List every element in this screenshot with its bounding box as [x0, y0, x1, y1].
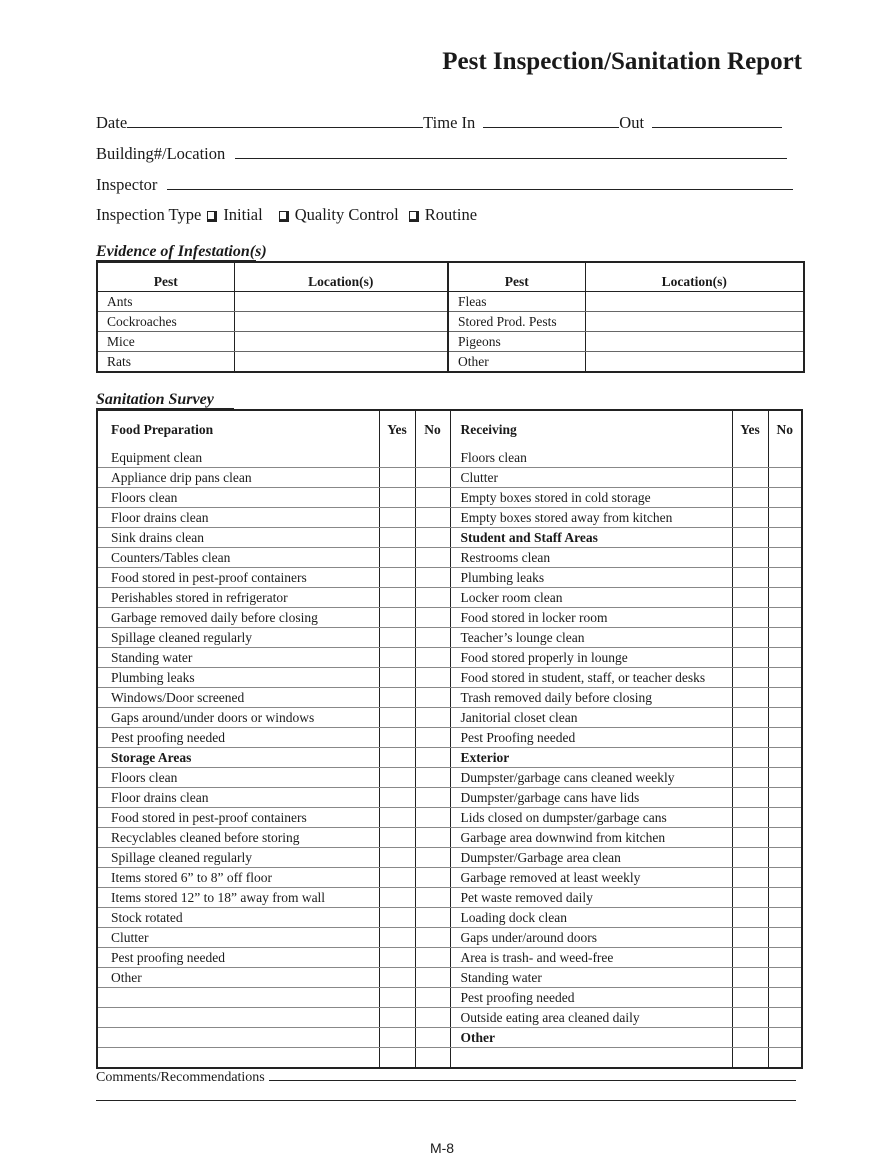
page-title: Pest Inspection/Sanitation Report — [442, 48, 802, 75]
yes-checkbox-cell[interactable] — [732, 808, 768, 828]
location-cell[interactable] — [585, 312, 804, 332]
evidence-header-row — [97, 262, 804, 292]
yes-checkbox-cell[interactable] — [732, 508, 768, 528]
survey-item: Food stored in pest-proof containers — [97, 808, 379, 828]
survey-item: Garbage area downwind from kitchen — [450, 828, 732, 848]
comments-label: Comments/Recommendations — [96, 1070, 265, 1085]
survey-subheader: Exterior — [450, 748, 732, 768]
yes-checkbox-cell[interactable] — [732, 728, 768, 748]
survey-section-title: Sanitation Survey — [96, 391, 214, 408]
survey-subheader: Other — [450, 1028, 732, 1048]
yes-checkbox-cell[interactable] — [379, 468, 415, 488]
survey-item: Standing water — [450, 968, 732, 988]
no-checkbox-cell[interactable] — [768, 528, 802, 548]
yes-checkbox-cell[interactable] — [732, 948, 768, 968]
location-cell[interactable] — [585, 292, 804, 312]
yes-checkbox-cell[interactable] — [732, 708, 768, 728]
survey-row — [97, 628, 802, 648]
no-checkbox-cell[interactable] — [768, 928, 802, 948]
survey-item: Empty boxes stored in cold storage — [450, 488, 732, 508]
yes-checkbox-cell[interactable] — [379, 528, 415, 548]
survey-row — [97, 568, 802, 588]
no-checkbox-cell[interactable] — [768, 628, 802, 648]
no-checkbox-cell[interactable] — [768, 848, 802, 868]
no-checkbox-cell[interactable] — [768, 468, 802, 488]
no-checkbox-cell[interactable] — [768, 1008, 802, 1028]
survey-row — [97, 708, 802, 728]
no-checkbox-cell[interactable] — [768, 828, 802, 848]
date-field[interactable] — [127, 127, 423, 128]
yes-checkbox-cell[interactable] — [732, 768, 768, 788]
survey-item: Empty boxes stored away from kitchen — [450, 508, 732, 528]
no-checkbox-cell[interactable] — [768, 608, 802, 628]
yes-header: Yes — [732, 410, 768, 439]
survey-row — [97, 608, 802, 628]
yes-checkbox-cell[interactable] — [379, 608, 415, 628]
no-checkbox-cell[interactable] — [768, 988, 802, 1008]
survey-item: Food stored in locker room — [450, 608, 732, 628]
no-checkbox-cell[interactable] — [768, 1028, 802, 1048]
no-header: No — [415, 410, 450, 439]
survey-item: Pest proofing needed — [450, 988, 732, 1008]
yes-checkbox-cell[interactable] — [379, 508, 415, 528]
no-checkbox-cell[interactable] — [768, 548, 802, 568]
evidence-row — [97, 292, 804, 312]
no-checkbox-cell[interactable] — [768, 948, 802, 968]
survey-item: Other — [97, 968, 379, 988]
survey-row — [97, 1028, 802, 1048]
survey-item: Plumbing leaks — [450, 568, 732, 588]
no-checkbox-cell[interactable] — [768, 868, 802, 888]
pest-name: Other — [448, 352, 585, 373]
survey-item: Sink drains clean — [97, 528, 379, 548]
survey-row — [97, 768, 802, 788]
survey-row — [97, 948, 802, 968]
no-checkbox-cell[interactable] — [768, 728, 802, 748]
no-checkbox-cell[interactable] — [415, 728, 450, 748]
yes-checkbox-cell[interactable] — [732, 788, 768, 808]
survey-item: Appliance drip pans clean — [97, 468, 379, 488]
survey-item: Garbage removed at least weekly — [450, 868, 732, 888]
yes-checkbox-cell[interactable] — [732, 608, 768, 628]
yes-checkbox-cell[interactable] — [379, 968, 415, 988]
survey-item — [97, 1008, 379, 1028]
date-time-row — [96, 111, 798, 133]
no-checkbox-cell[interactable] — [768, 668, 802, 688]
no-checkbox-cell[interactable] — [415, 968, 450, 988]
no-checkbox-cell[interactable] — [415, 748, 450, 768]
survey-row — [97, 908, 802, 928]
yes-checkbox-cell[interactable] — [379, 788, 415, 808]
yes-checkbox-cell[interactable] — [732, 648, 768, 668]
survey-item: Food stored in student, staff, or teacher desks — [450, 668, 732, 688]
no-checkbox-cell[interactable] — [415, 468, 450, 488]
yes-checkbox-cell[interactable] — [379, 1028, 415, 1048]
building-row — [96, 142, 798, 164]
survey-item: Dumpster/Garbage area clean — [450, 848, 732, 868]
yes-checkbox-cell[interactable] — [732, 439, 768, 468]
evidence-row — [97, 332, 804, 352]
yes-checkbox-cell[interactable] — [732, 748, 768, 768]
yes-checkbox-cell[interactable] — [379, 708, 415, 728]
survey-row — [97, 468, 802, 488]
no-checkbox-cell[interactable] — [415, 1008, 450, 1028]
survey-item: Gaps under/around doors — [450, 928, 732, 948]
survey-row — [97, 1008, 802, 1028]
yes-checkbox-cell[interactable] — [379, 668, 415, 688]
yes-checkbox-cell[interactable] — [379, 948, 415, 968]
survey-item: Floors clean — [97, 488, 379, 508]
yes-checkbox-cell[interactable] — [379, 488, 415, 508]
survey-item: Counters/Tables clean — [97, 548, 379, 568]
survey-item: Trash removed daily before closing — [450, 688, 732, 708]
survey-item: Locker room clean — [450, 588, 732, 608]
inspector-row — [96, 173, 798, 195]
survey-item: Items stored 6” to 8” off floor — [97, 868, 379, 888]
no-checkbox-cell[interactable] — [415, 708, 450, 728]
survey-item: Recyclables cleaned before storing — [97, 828, 379, 848]
yes-checkbox-cell[interactable] — [732, 848, 768, 868]
evidence-header-location: Location(s) — [585, 262, 804, 292]
survey-item: Floor drains clean — [97, 788, 379, 808]
receiving-header: Receiving — [450, 410, 732, 439]
pest-name: Pigeons — [448, 332, 585, 352]
inspection-type-label: Inspection Type — [96, 205, 202, 224]
yes-checkbox-cell[interactable] — [379, 628, 415, 648]
yes-checkbox-cell[interactable] — [379, 908, 415, 928]
yes-checkbox-cell[interactable] — [732, 488, 768, 508]
initial-option-label: Initial — [223, 205, 263, 224]
no-checkbox-cell[interactable] — [768, 888, 802, 908]
location-cell[interactable] — [234, 292, 448, 312]
location-cell[interactable] — [585, 332, 804, 352]
no-checkbox-cell[interactable] — [415, 688, 450, 708]
location-cell[interactable] — [585, 352, 804, 373]
yes-checkbox-cell[interactable] — [379, 1008, 415, 1028]
no-checkbox-cell[interactable] — [415, 588, 450, 608]
yes-checkbox-cell[interactable] — [732, 888, 768, 908]
no-checkbox-cell[interactable] — [415, 828, 450, 848]
yes-checkbox-cell[interactable] — [379, 748, 415, 768]
survey-row — [97, 688, 802, 708]
survey-item: Clutter — [450, 468, 732, 488]
survey-row — [97, 888, 802, 908]
no-checkbox-cell[interactable] — [415, 868, 450, 888]
survey-item — [97, 988, 379, 1008]
no-checkbox-cell[interactable] — [415, 668, 450, 688]
evidence-header-pest: Pest — [448, 262, 585, 292]
no-checkbox-cell[interactable] — [415, 788, 450, 808]
survey-body — [97, 439, 802, 1068]
yes-checkbox-cell[interactable] — [732, 528, 768, 548]
survey-item: Plumbing leaks — [97, 668, 379, 688]
yes-checkbox-cell[interactable] — [379, 928, 415, 948]
survey-row — [97, 988, 802, 1008]
survey-row — [97, 548, 802, 568]
no-checkbox-cell[interactable] — [768, 588, 802, 608]
yes-checkbox-cell[interactable] — [379, 868, 415, 888]
evidence-header-pest: Pest — [97, 262, 234, 292]
survey-item: Windows/Door screened — [97, 688, 379, 708]
yes-checkbox-cell[interactable] — [732, 968, 768, 988]
yes-checkbox-cell[interactable] — [732, 908, 768, 928]
no-checkbox-cell[interactable] — [415, 608, 450, 628]
yes-checkbox-cell[interactable] — [379, 648, 415, 668]
survey-row — [97, 868, 802, 888]
page-number: M-8 — [429, 1140, 455, 1156]
survey-item: Spillage cleaned regularly — [97, 848, 379, 868]
no-checkbox-cell[interactable] — [768, 968, 802, 988]
survey-item — [97, 1028, 379, 1048]
survey-item: Outside eating area cleaned daily — [450, 1008, 732, 1028]
survey-row — [97, 828, 802, 848]
time-in-field[interactable] — [483, 127, 619, 128]
initial-checkbox[interactable] — [207, 211, 217, 222]
survey-item: Perishables stored in refrigerator — [97, 588, 379, 608]
survey-item: Teacher’s lounge clean — [450, 628, 732, 648]
survey-row — [97, 808, 802, 828]
survey-item: Dumpster/garbage cans cleaned weekly — [450, 768, 732, 788]
survey-item: Stock rotated — [97, 908, 379, 928]
yes-checkbox-cell[interactable] — [732, 588, 768, 608]
location-cell[interactable] — [234, 332, 448, 352]
no-checkbox-cell[interactable] — [415, 508, 450, 528]
pest-name: Cockroaches — [97, 312, 234, 332]
no-checkbox-cell[interactable] — [415, 848, 450, 868]
survey-item: Floors clean — [450, 439, 732, 468]
yes-checkbox-cell[interactable] — [732, 868, 768, 888]
yes-checkbox-cell[interactable] — [732, 548, 768, 568]
survey-row — [97, 439, 802, 468]
yes-checkbox-cell[interactable] — [732, 628, 768, 648]
yes-checkbox-cell[interactable] — [379, 888, 415, 908]
evidence-row — [97, 312, 804, 332]
survey-item: Pest proofing needed — [97, 948, 379, 968]
yes-checkbox-cell[interactable] — [379, 728, 415, 748]
survey-row — [97, 508, 802, 528]
evidence-body — [97, 292, 804, 373]
no-checkbox-cell[interactable] — [415, 628, 450, 648]
survey-item: Pet waste removed daily — [450, 888, 732, 908]
survey-table — [96, 409, 803, 1069]
yes-checkbox-cell[interactable] — [379, 988, 415, 1008]
survey-item: Garbage removed daily before closing — [97, 608, 379, 628]
yes-checkbox-cell[interactable] — [379, 768, 415, 788]
out-label: Out — [619, 113, 645, 132]
evidence-row — [97, 352, 804, 373]
inspector-label: Inspector — [96, 175, 158, 194]
no-checkbox-cell[interactable] — [768, 768, 802, 788]
no-checkbox-cell[interactable] — [768, 439, 802, 468]
yes-checkbox-cell[interactable] — [379, 548, 415, 568]
survey-item: Food stored in pest-proof containers — [97, 568, 379, 588]
no-checkbox-cell[interactable] — [768, 688, 802, 708]
comments-field[interactable] — [269, 1080, 796, 1081]
no-checkbox-cell[interactable] — [415, 888, 450, 908]
survey-row — [97, 748, 802, 768]
building-label: Building#/Location — [96, 144, 226, 163]
yes-checkbox-cell[interactable] — [732, 468, 768, 488]
no-checkbox-cell[interactable] — [768, 648, 802, 668]
survey-row — [97, 788, 802, 808]
no-checkbox-cell[interactable] — [415, 528, 450, 548]
survey-row — [97, 528, 802, 548]
time-in-label: Time In — [423, 113, 476, 132]
survey-item: Loading dock clean — [450, 908, 732, 928]
survey-item: Food stored properly in lounge — [450, 648, 732, 668]
survey-row — [97, 728, 802, 748]
food-preparation-header: Food Preparation — [111, 422, 214, 437]
no-checkbox-cell[interactable] — [415, 648, 450, 668]
inspector-field[interactable] — [167, 189, 793, 190]
survey-item: Standing water — [97, 648, 379, 668]
no-checkbox-cell[interactable] — [415, 948, 450, 968]
yes-checkbox-cell[interactable] — [732, 1028, 768, 1048]
survey-subheader: Student and Staff Areas — [450, 528, 732, 548]
yes-checkbox-cell[interactable] — [379, 688, 415, 708]
survey-item: Pest Proofing needed — [450, 728, 732, 748]
comments-row — [96, 1064, 796, 1086]
quality-control-checkbox[interactable] — [279, 211, 289, 222]
survey-item: Janitorial closet clean — [450, 708, 732, 728]
no-checkbox-cell[interactable] — [415, 548, 450, 568]
routine-checkbox[interactable] — [409, 211, 419, 222]
pest-name: Fleas — [448, 292, 585, 312]
no-checkbox-cell[interactable] — [768, 488, 802, 508]
no-checkbox-cell[interactable] — [768, 908, 802, 928]
date-label: Date — [96, 113, 128, 132]
yes-checkbox-cell[interactable] — [379, 568, 415, 588]
no-checkbox-cell[interactable] — [768, 708, 802, 728]
yes-checkbox-cell[interactable] — [379, 439, 415, 468]
survey-item: Floors clean — [97, 768, 379, 788]
inspection-type-row — [96, 203, 481, 225]
yes-checkbox-cell[interactable] — [379, 588, 415, 608]
no-checkbox-cell[interactable] — [415, 928, 450, 948]
no-checkbox-cell[interactable] — [768, 748, 802, 768]
evidence-table — [96, 261, 805, 373]
yes-checkbox-cell[interactable] — [379, 808, 415, 828]
survey-header-row — [97, 410, 802, 439]
survey-row — [97, 928, 802, 948]
building-field[interactable] — [235, 158, 787, 159]
time-out-field[interactable] — [652, 127, 782, 128]
yes-checkbox-cell[interactable] — [732, 668, 768, 688]
no-checkbox-cell[interactable] — [415, 988, 450, 1008]
yes-checkbox-cell[interactable] — [379, 848, 415, 868]
survey-row — [97, 968, 802, 988]
evidence-section-title: Evidence of Infestation(s) — [96, 243, 267, 260]
survey-item: Equipment clean — [97, 439, 379, 468]
yes-checkbox-cell[interactable] — [732, 828, 768, 848]
survey-item: Restrooms clean — [450, 548, 732, 568]
yes-checkbox-cell[interactable] — [732, 1008, 768, 1028]
no-checkbox-cell[interactable] — [415, 488, 450, 508]
survey-subheader: Storage Areas — [97, 748, 379, 768]
no-checkbox-cell[interactable] — [768, 788, 802, 808]
survey-row — [97, 488, 802, 508]
no-checkbox-cell[interactable] — [415, 908, 450, 928]
no-checkbox-cell[interactable] — [415, 808, 450, 828]
pest-name: Mice — [97, 332, 234, 352]
survey-item: Lids closed on dumpster/garbage cans — [450, 808, 732, 828]
pest-name: Stored Prod. Pests — [448, 312, 585, 332]
yes-checkbox-cell[interactable] — [732, 988, 768, 1008]
pest-name: Rats — [107, 354, 132, 369]
survey-item: Area is trash- and weed-free — [450, 948, 732, 968]
survey-item: Clutter — [97, 928, 379, 948]
evidence-header-location: Location(s) — [234, 262, 448, 292]
no-checkbox-cell[interactable] — [415, 768, 450, 788]
quality-control-option-label: Quality Control — [294, 205, 399, 224]
no-checkbox-cell[interactable] — [415, 439, 450, 468]
no-checkbox-cell[interactable] — [415, 1028, 450, 1048]
location-cell[interactable] — [234, 352, 448, 373]
survey-row — [97, 668, 802, 688]
no-checkbox-cell[interactable] — [768, 568, 802, 588]
survey-item: Items stored 12” to 18” away from wall — [97, 888, 379, 908]
yes-checkbox-cell[interactable] — [379, 828, 415, 848]
survey-row — [97, 848, 802, 868]
survey-item: Floor drains clean — [97, 508, 379, 528]
routine-option-label: Routine — [424, 205, 478, 224]
yes-checkbox-cell[interactable] — [732, 928, 768, 948]
survey-row — [97, 588, 802, 608]
survey-row — [97, 648, 802, 668]
survey-item: Dumpster/garbage cans have lids — [450, 788, 732, 808]
yes-checkbox-cell[interactable] — [732, 688, 768, 708]
yes-header: Yes — [379, 410, 415, 439]
no-checkbox-cell[interactable] — [415, 568, 450, 588]
location-cell[interactable] — [234, 312, 448, 332]
survey-item: Pest proofing needed — [97, 728, 379, 748]
survey-item: Spillage cleaned regularly — [97, 628, 379, 648]
comments-field-line[interactable] — [96, 1100, 796, 1101]
pest-name: Ants — [97, 292, 234, 312]
no-checkbox-cell[interactable] — [768, 508, 802, 528]
no-checkbox-cell[interactable] — [768, 808, 802, 828]
yes-checkbox-cell[interactable] — [732, 568, 768, 588]
survey-item: Gaps around/under doors or windows — [97, 708, 379, 728]
no-header: No — [768, 410, 802, 439]
